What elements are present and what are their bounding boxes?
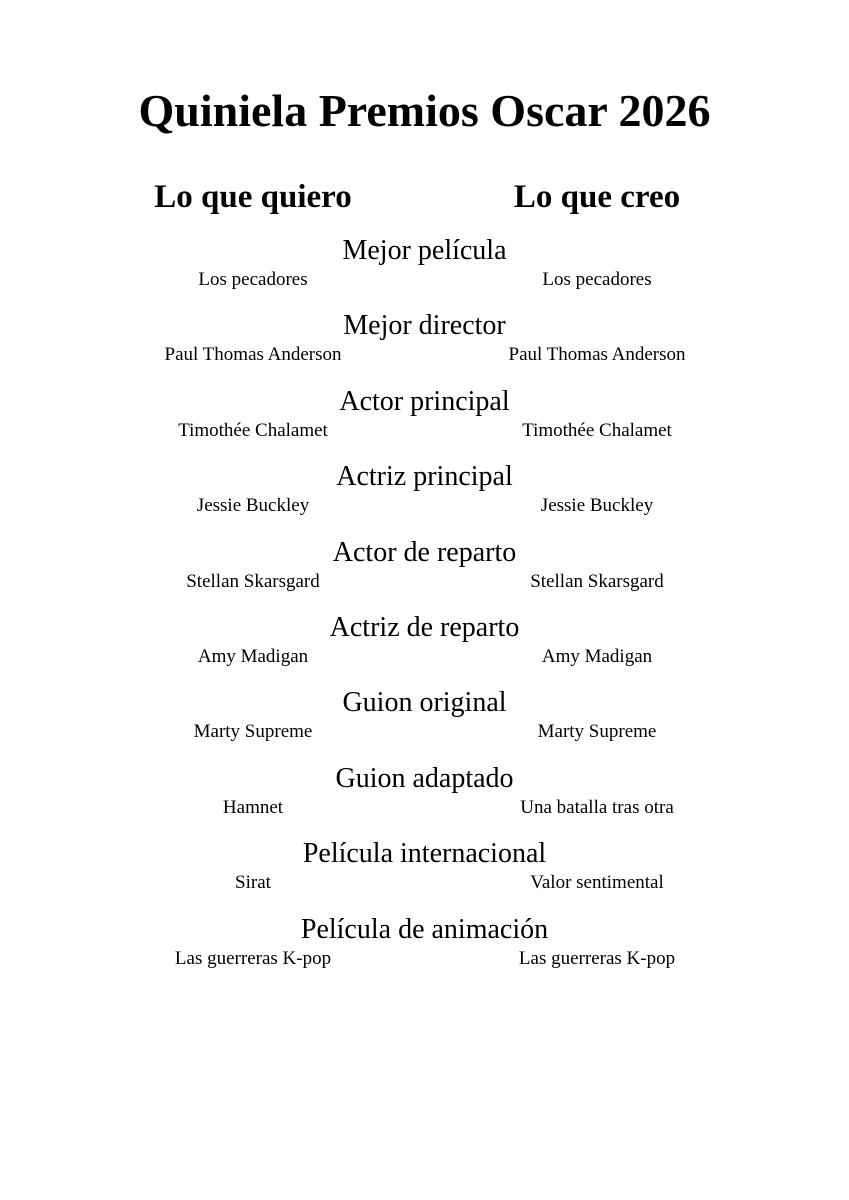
- category-actriz-principal: [0, 459, 849, 534]
- category-guion-original: [0, 685, 849, 760]
- think-pick: Los pecadores: [542, 269, 652, 290]
- category-guion-adaptado: [0, 761, 849, 836]
- category-mejor-director: [0, 308, 849, 383]
- want-pick: Stellan Skarsgard: [186, 570, 320, 592]
- category-actor-principal: [0, 384, 849, 459]
- category-title: Actriz principal: [336, 461, 513, 493]
- think-pick: Valor sentimental: [530, 872, 664, 894]
- category-title: Película de animación: [300, 913, 549, 945]
- want-pick: Marty Supreme: [193, 721, 313, 743]
- want-pick: Paul Thomas Anderson: [164, 344, 342, 366]
- think-pick: Paul Thomas Anderson: [508, 344, 686, 366]
- think-pick: Amy Madigan: [541, 645, 653, 667]
- think-pick: Timothée Chalamet: [522, 419, 672, 441]
- want-pick: Hamnet: [222, 796, 284, 818]
- category-title: Guion original: [342, 687, 507, 719]
- column-header-want: Lo que quiero: [154, 179, 352, 215]
- think-pick: Una batalla tras otra: [520, 796, 674, 818]
- category-title: Mejor película: [342, 235, 507, 266]
- category-pelicula-internacional: [0, 836, 849, 911]
- category-title: Actor de reparto: [332, 536, 517, 568]
- want-pick: Las guerreras K-pop: [174, 947, 332, 969]
- category-pelicula-de-animacion: [0, 912, 849, 987]
- category-actor-de-reparto: [0, 535, 849, 610]
- think-pick: Las guerreras K-pop: [518, 947, 676, 969]
- want-pick: Sirat: [235, 872, 271, 894]
- document-title: Quiniela Premios Oscar 2026: [138, 85, 711, 136]
- want-pick: Amy Madigan: [197, 645, 309, 667]
- category-title: Mejor director: [343, 310, 506, 342]
- think-pick: Marty Supreme: [537, 721, 657, 743]
- want-pick: Jessie Buckley: [196, 495, 310, 517]
- category-mejor-pelicula: [0, 233, 849, 308]
- category-title: Actriz de reparto: [329, 611, 520, 643]
- think-pick: Jessie Buckley: [540, 495, 654, 517]
- think-pick: Stellan Skarsgard: [530, 570, 664, 592]
- category-list: [0, 233, 849, 987]
- category-title: Película internacional: [302, 838, 547, 870]
- category-title: Guion adaptado: [335, 762, 514, 794]
- column-header-think: Lo que creo: [513, 179, 681, 215]
- want-pick: Timothée Chalamet: [178, 419, 328, 441]
- category-actriz-de-reparto: [0, 610, 849, 685]
- want-pick: Los pecadores: [198, 269, 308, 290]
- category-title: Actor principal: [339, 385, 510, 417]
